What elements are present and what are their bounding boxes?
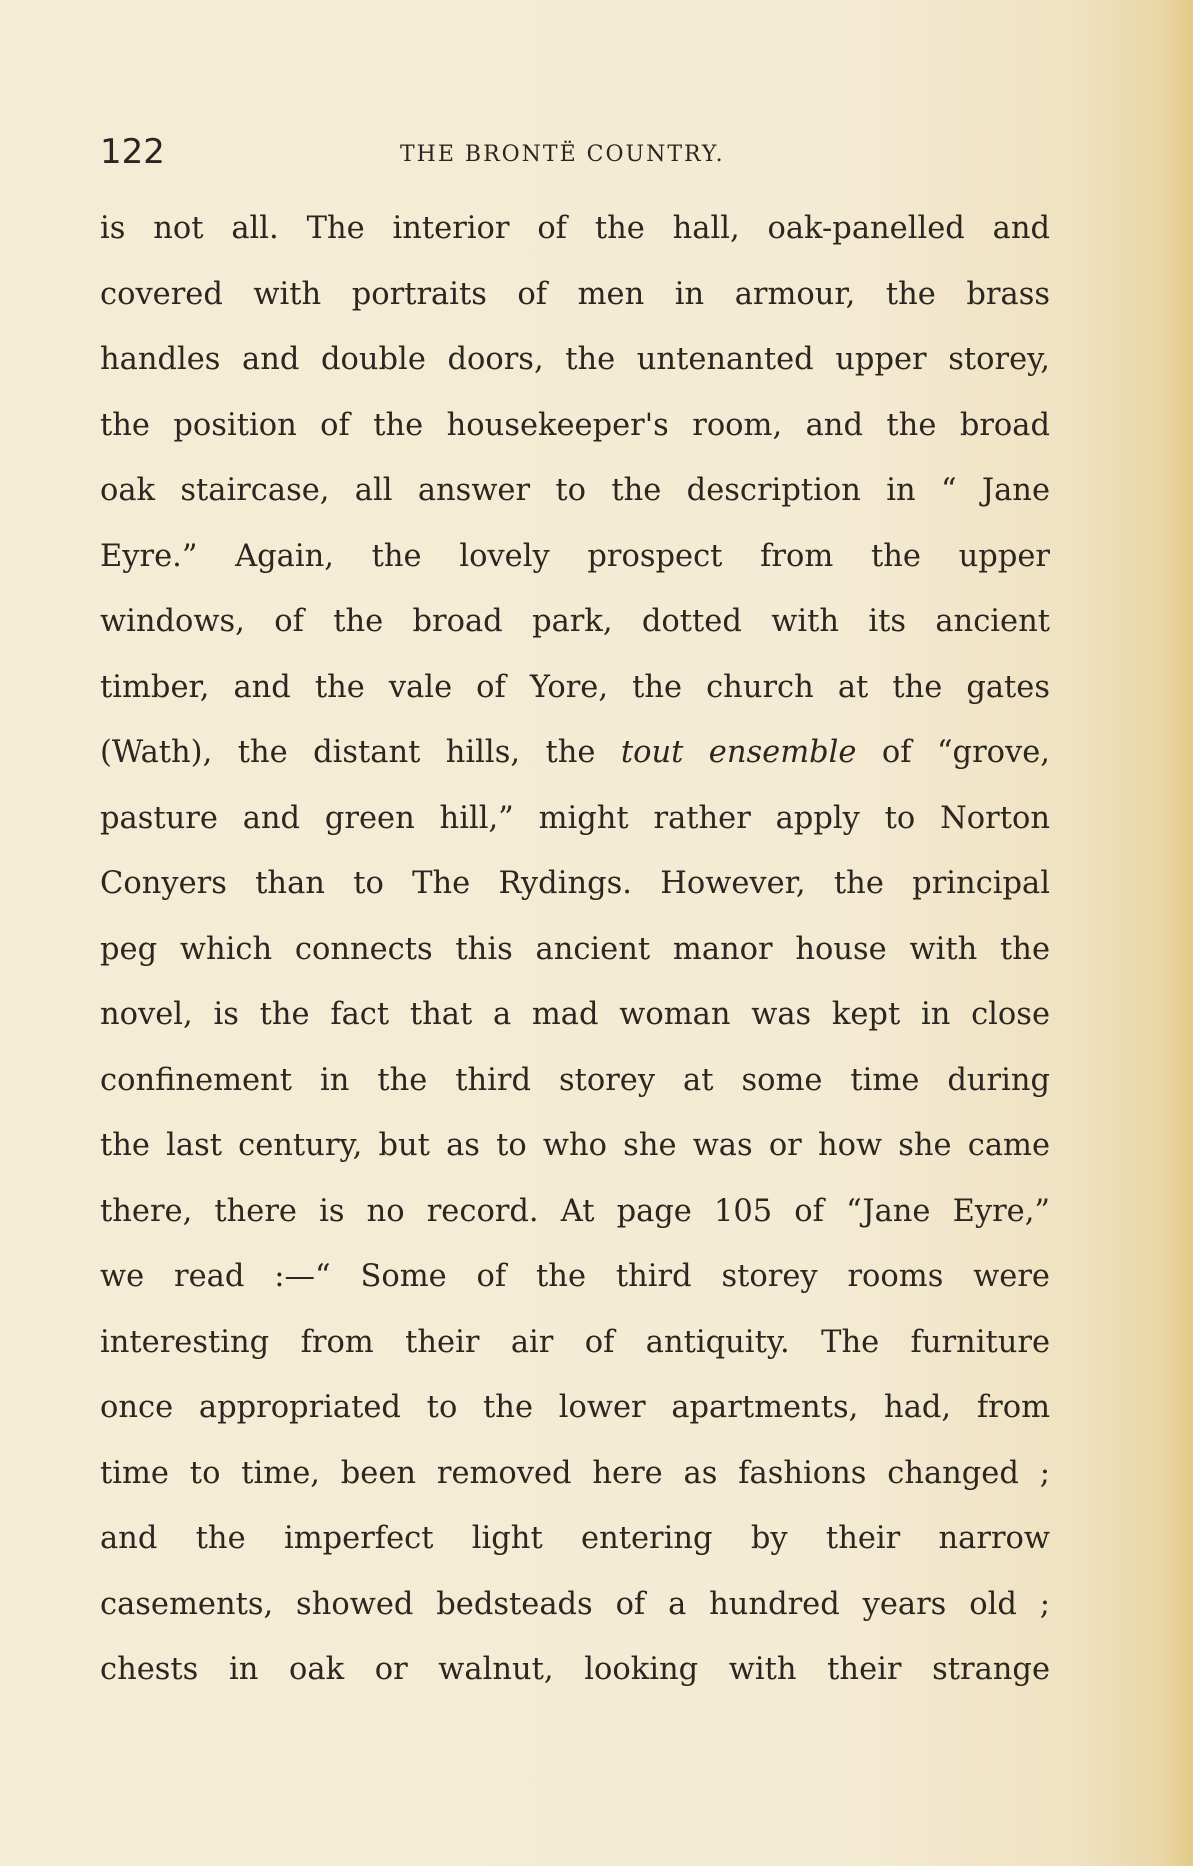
text-line: novel, is the fact that a mad woman was kept in close	[100, 997, 1050, 1032]
text-line: is not all. The interior of the hall, oak-panelled and	[100, 211, 1050, 246]
text-segment: (Wath), the distant hills, the	[100, 735, 621, 770]
page-header	[100, 130, 1050, 180]
text-line: covered with portraits of men in armour, the brass	[100, 276, 1050, 312]
text-segment: of “grove,	[856, 735, 1050, 770]
text-line: chests in oak or walnut, looking with their strange	[100, 1652, 1050, 1687]
page-number: 122	[100, 132, 165, 172]
text-line: timber, and the vale of Yore, the church at the gates	[100, 669, 1050, 705]
italic-phrase: tout ensemble	[620, 735, 857, 770]
text-line: Conyers than to The Rydings. However, the principal	[100, 866, 1050, 901]
body-text	[100, 204, 1050, 1711]
text-line: time to time, been removed here as fashions changed ;	[100, 1455, 1050, 1491]
text-line: pasture and green hill,” might rather apply to Norton	[100, 800, 1050, 836]
text-line: once appropriated to the lower apartments, had, from	[100, 1390, 1050, 1425]
text-line: windows, of the broad park, dotted with its ancient	[100, 604, 1050, 639]
text-line: peg which connects this ancient manor house with the	[100, 931, 1050, 967]
text-line	[100, 728, 1050, 794]
text-line: and the imperfect light entering by their narrow	[100, 1521, 1050, 1556]
text-line: Eyre.” Again, the lovely prospect from the upper	[100, 538, 1050, 574]
text-line: interesting from their air of antiquity. The furniture	[100, 1324, 1050, 1360]
running-title: THE BRONTË COUNTRY.	[400, 142, 725, 167]
text-line: the last century, but as to who she was or how she came	[100, 1128, 1050, 1163]
text-line: confinement in the third storey at some time during	[100, 1062, 1050, 1098]
text-line: handles and double doors, the untenanted upper storey,	[100, 342, 1050, 377]
text-line: we read :—“ Some of the third storey rooms were	[100, 1259, 1050, 1294]
text-line: there, there is no record. At page 105 of “Jane Eyre,”	[100, 1193, 1050, 1229]
text-line: casements, showed bedsteads of a hundred years old ;	[100, 1586, 1050, 1622]
text-line: oak staircase, all answer to the description in “ Jane	[100, 473, 1050, 508]
page-edge-shadow	[1163, 0, 1193, 1866]
text-line: the position of the housekeeper's room, and the broad	[100, 407, 1050, 443]
